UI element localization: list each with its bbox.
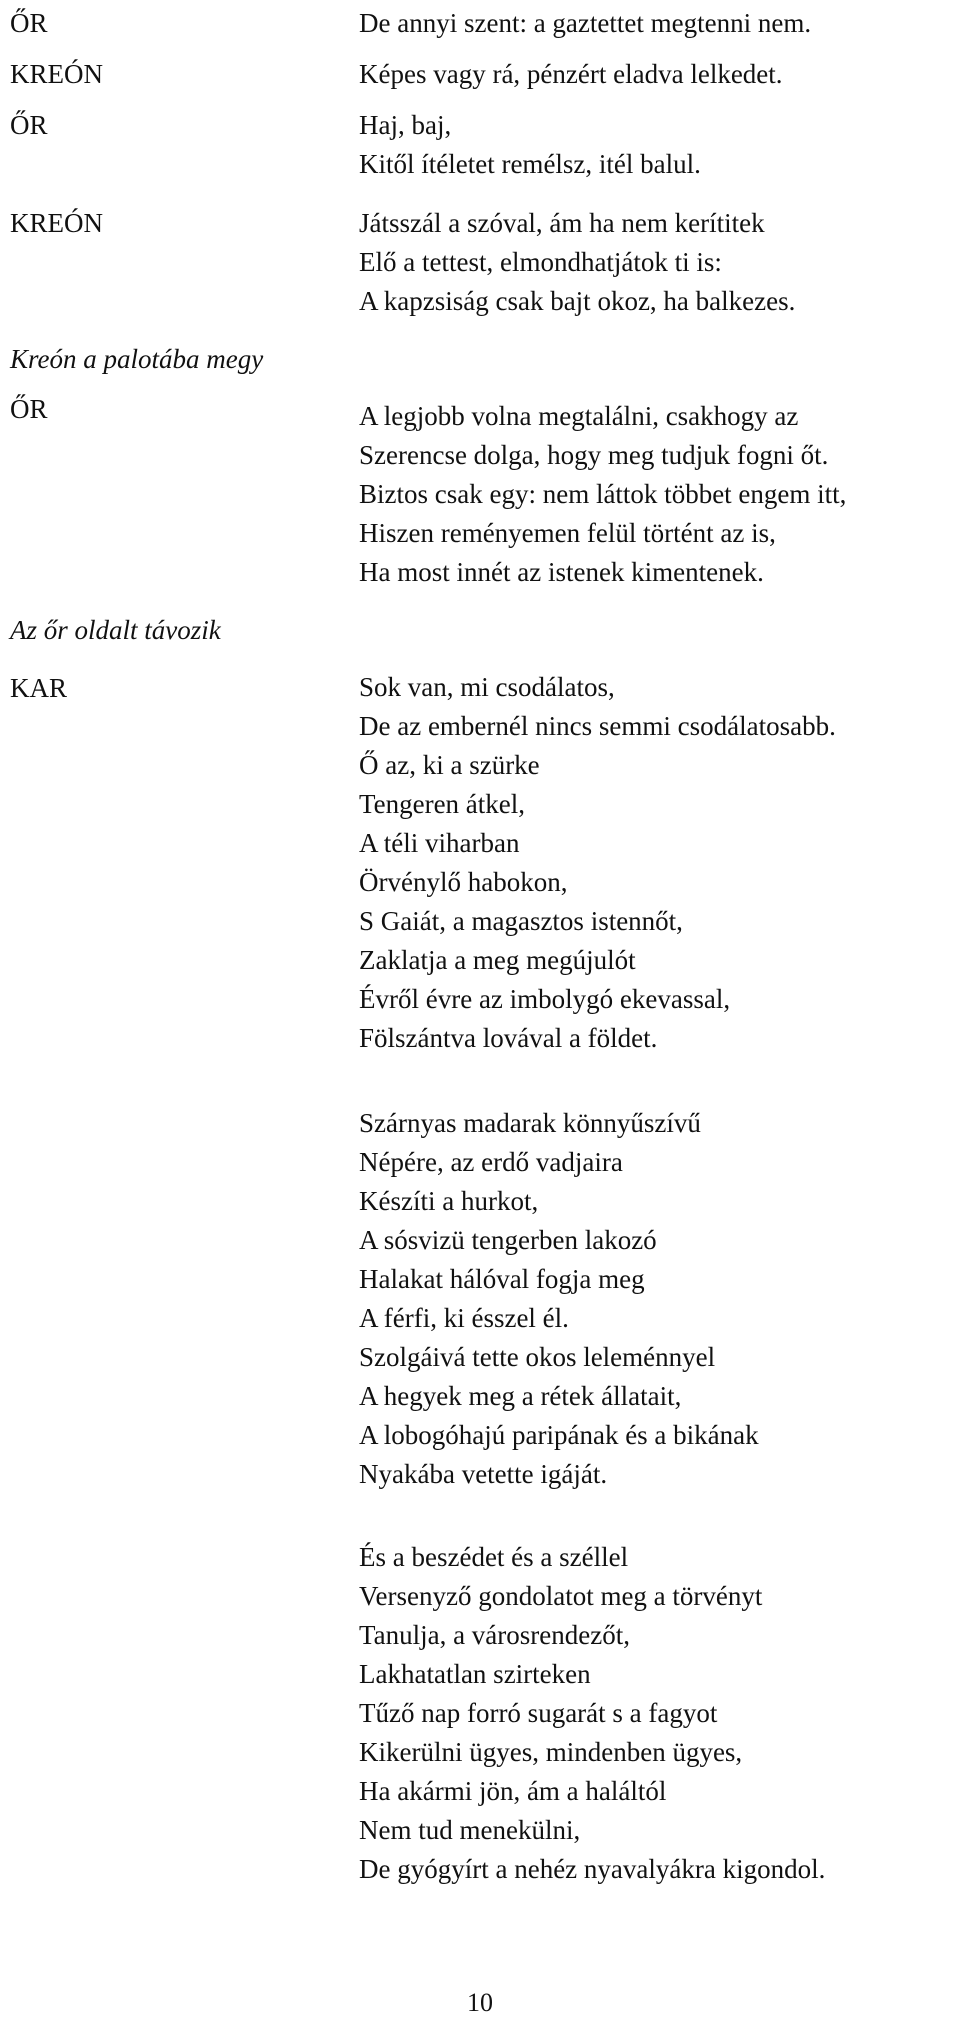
verse-line: A lobogóhajú paripának és a bikának xyxy=(359,1420,759,1450)
verse-line: Zaklatja a meg megújulót xyxy=(359,945,636,975)
verse-line: Hiszen reményemen felül történt az is, xyxy=(359,518,776,548)
verse-line: Haj, baj, xyxy=(359,110,452,140)
verse-line: Örvénylő habokon, xyxy=(359,867,568,897)
verse-line: Készíti a hurkot, xyxy=(359,1186,539,1216)
verse-line: A kapzsiság csak bajt okoz, ha balkezes. xyxy=(359,286,796,316)
verse-line: Kitől ítéletet remélsz, itél balul. xyxy=(359,149,701,179)
verse-line: Kikerülni ügyes, mindenben ügyes, xyxy=(359,1737,743,1767)
speaker-label: KAR xyxy=(10,673,68,703)
verse-line: A sósvizü tengerben lakozó xyxy=(359,1225,657,1255)
verse-line: Ha akármi jön, ám a haláltól xyxy=(359,1776,667,1806)
speaker-label: ŐR xyxy=(10,394,48,424)
verse-line: Népére, az erdő vadjaira xyxy=(359,1147,623,1177)
verse-line: De annyi szent: a gaztettet megtenni nem. xyxy=(359,8,812,38)
speaker-label: ŐR xyxy=(10,110,48,140)
verse-line: Játsszál a szóval, ám ha nem kerítitek xyxy=(359,208,765,238)
verse-line: Versenyző gondolatot meg a törvényt xyxy=(359,1581,763,1611)
verse-line: Halakat hálóval fogja meg xyxy=(359,1264,645,1294)
verse-line: Tengeren átkel, xyxy=(359,789,526,819)
verse-line: Szolgáivá tette okos leleménnyel xyxy=(359,1342,716,1372)
verse-line: De az embernél nincs semmi csodálatosabb. xyxy=(359,711,836,741)
verse-line: A téli viharban xyxy=(359,828,520,858)
verse-line: Nyakába vetette igáját. xyxy=(359,1459,608,1489)
verse-line: Fölszántva lovával a földet. xyxy=(359,1023,658,1053)
verse-line: S Gaiát, a magasztos istennőt, xyxy=(359,906,683,936)
verse-line: Ő az, ki a szürke xyxy=(359,750,540,780)
verse-line: De gyógyírt a nehéz nyavalyákra kigondol. xyxy=(359,1854,826,1884)
speaker-label: ŐR xyxy=(10,8,48,38)
verse-line: Elő a tettest, elmondhatjátok ti is: xyxy=(359,247,722,277)
verse-line: Képes vagy rá, pénzért eladva lelkedet. xyxy=(359,59,783,89)
verse-line: A legjobb volna megtalálni, csakhogy az xyxy=(359,401,799,431)
verse-line: Nem tud menekülni, xyxy=(359,1815,581,1845)
verse-line: Tanulja, a városrendezőt, xyxy=(359,1620,630,1650)
verse-line: Ha most innét az istenek kimentenek. xyxy=(359,557,764,587)
speaker-label: KREÓN xyxy=(10,208,103,238)
stage-direction: Az őr oldalt távozik xyxy=(10,615,221,645)
verse-line: Szárnyas madarak könnyűszívű xyxy=(359,1108,701,1138)
verse-line: A férfi, ki ésszel él. xyxy=(359,1303,569,1333)
speaker-label: KREÓN xyxy=(10,59,103,89)
verse-line: Lakhatatlan szirteken xyxy=(359,1659,591,1689)
verse-line: És a beszédet és a széllel xyxy=(359,1542,629,1572)
verse-line: Tűző nap forró sugarát s a fagyot xyxy=(359,1698,718,1728)
verse-line: Biztos csak egy: nem láttok többet engem itt, xyxy=(359,479,847,509)
verse-line: A hegyek meg a rétek állatait, xyxy=(359,1381,682,1411)
page-number: 10 xyxy=(467,1988,493,2017)
verse-line: Szerencse dolga, hogy meg tudjuk fogni őt. xyxy=(359,440,829,470)
verse-line: Sok van, mi csodálatos, xyxy=(359,672,615,702)
stage-direction: Kreón a palotába megy xyxy=(10,344,264,374)
verse-line: Évről évre az imbolygó ekevassal, xyxy=(359,984,731,1014)
